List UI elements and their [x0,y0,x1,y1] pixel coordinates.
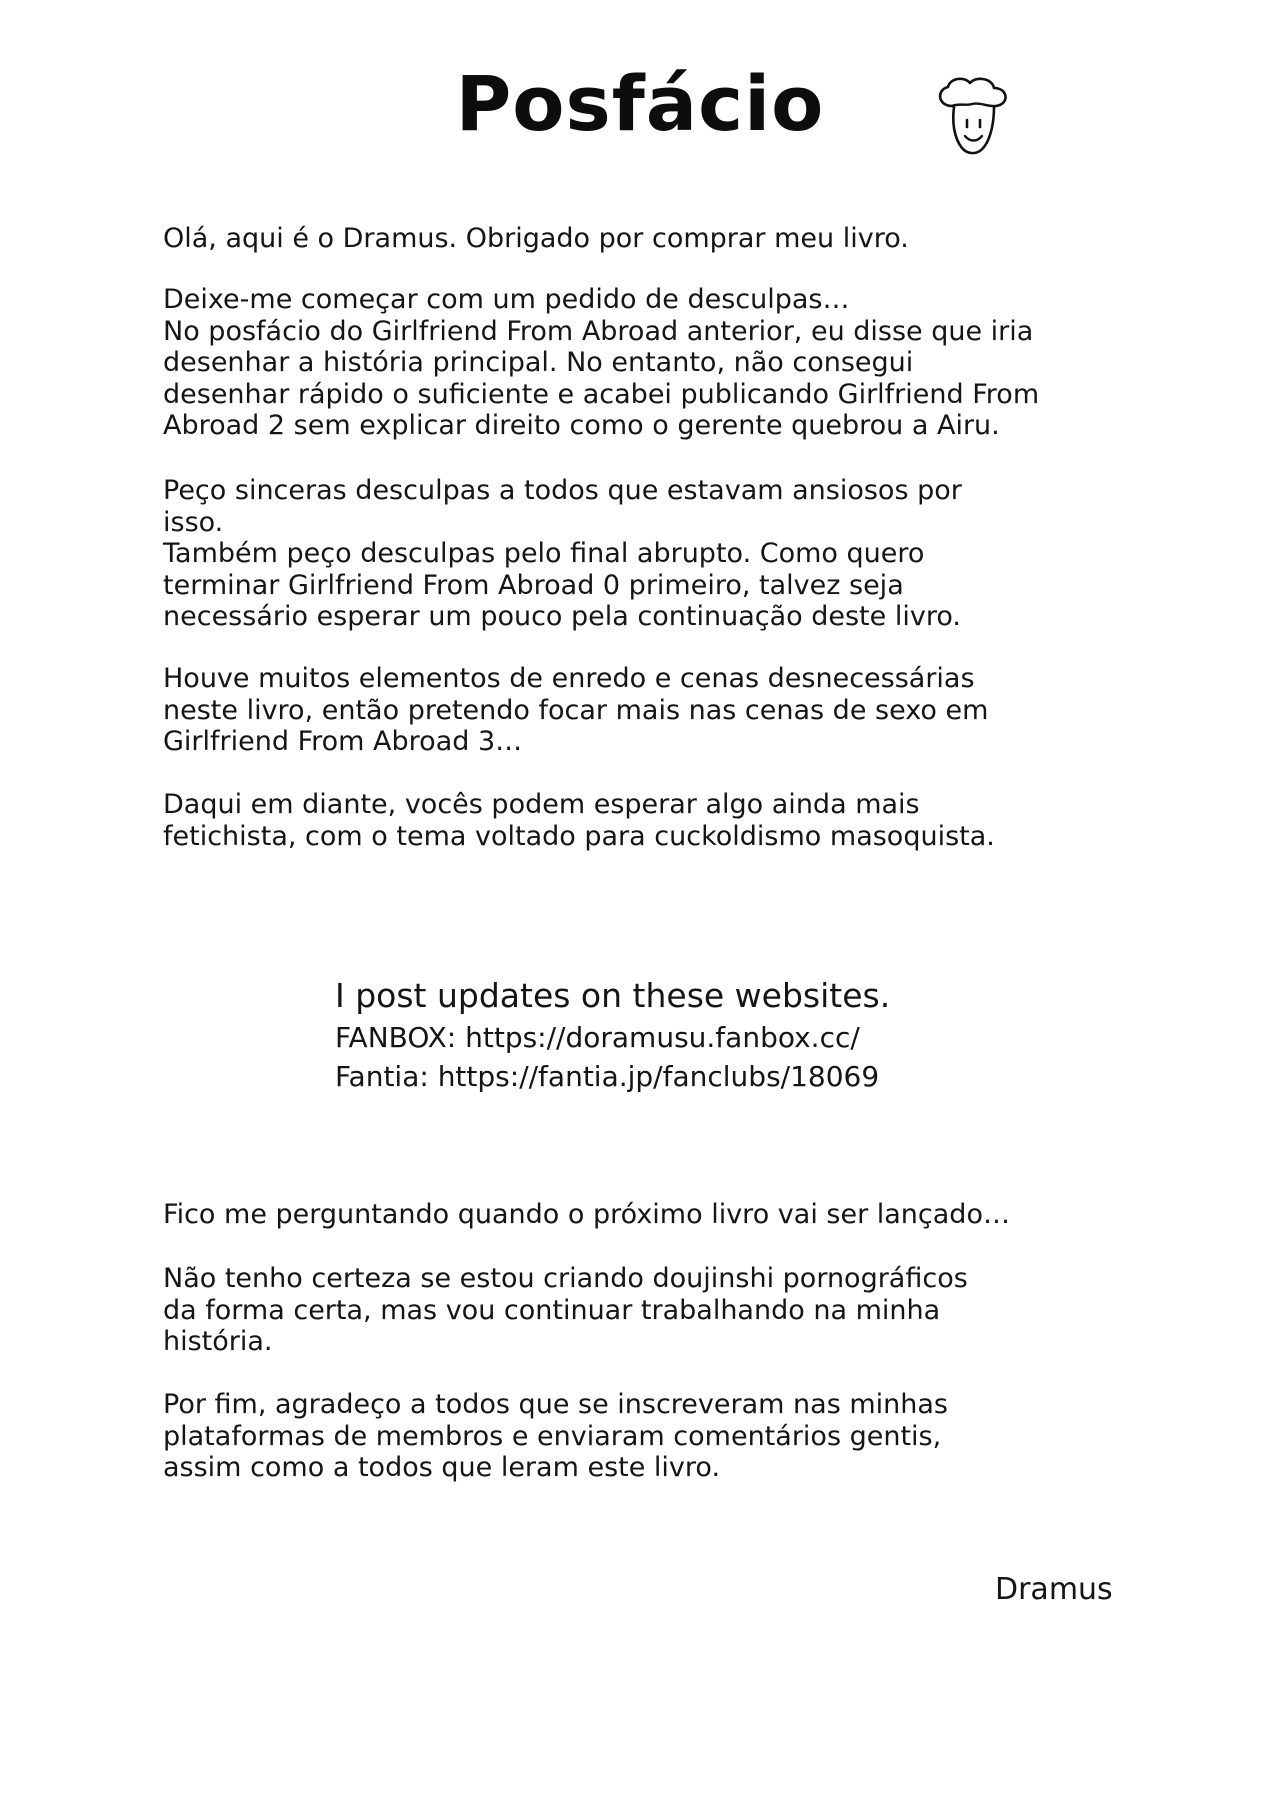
paragraph-thanks: Por fim, agradeço a todos que se inscreveram nas minhas plataformas de membros e enviaram comentários gentis, assim como a todos que leram este livro. [163,1389,948,1483]
updates-heading: I post updates on these websites. [335,976,891,1015]
paragraph-next-book: Fico me perguntando quando o próximo livro vai ser lançado… [163,1199,1010,1230]
paragraph-greeting: Olá, aqui é o Dramus. Obrigado por comprar meu livro. [163,223,909,254]
author-signature: Dramus [995,1572,1113,1607]
fantia-link[interactable]: Fantia: https://fantia.jp/fanclubs/18069 [335,1060,880,1093]
chef-face-icon [932,76,1012,158]
paragraph-sincere-apology: Peço sinceras desculpas a todos que estavam ansiosos por isso. Também peço desculpas pelo final abrupto. Como quero terminar Girlfriend From Abroad 0 primeiro, talvez seja necessário esperar um pouco pela continuação deste livro. [163,475,962,632]
fanbox-link[interactable]: FANBOX: https://doramusu.fanbox.cc/ [335,1021,860,1054]
page-title: Posfácio [455,59,825,148]
paragraph-future-theme: Daqui em diante, vocês podem esperar algo ainda mais fetichista, com o tema voltado para cuckoldismo masoquista. [163,789,995,852]
paragraph-doujinshi: Não tenho certeza se estou criando doujinshi pornográficos da forma certa, mas vou continuar trabalhando na minha história. [163,1263,968,1357]
paragraph-plot-elements: Houve muitos elementos de enredo e cenas desnecessárias neste livro, então pretendo focar mais nas cenas de sexo em Girlfriend From Abroad 3… [163,663,989,757]
paragraph-apology: Deixe-me começar com um pedido de desculpas… No posfácio do Girlfriend From Abroad anterior, eu disse que iria desenhar a história principal. No entanto, não consegui desenhar rápido o suficiente e acabei publicando Girlfriend From Abroad 2 sem explicar direito como o gerente quebrou a Airu. [163,284,1040,441]
